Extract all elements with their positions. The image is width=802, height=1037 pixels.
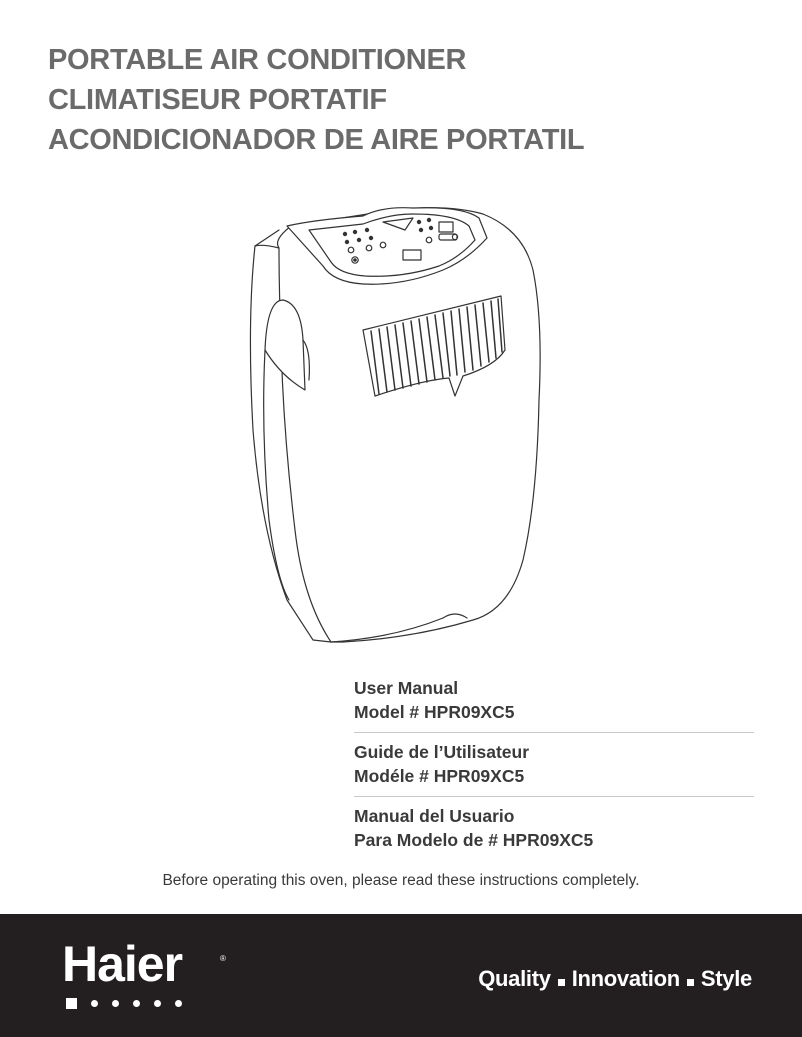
manual-model: Model # HPR09XC5 bbox=[354, 702, 515, 722]
tagline bbox=[478, 966, 752, 992]
registered-mark: ® bbox=[220, 954, 226, 963]
manual-model: Modéle # HPR09XC5 bbox=[354, 766, 525, 786]
manual-title: User Manual bbox=[354, 678, 459, 698]
title-block bbox=[48, 40, 584, 160]
tagline-style: Style bbox=[700, 966, 752, 991]
tagline-innovation: Innovation bbox=[571, 966, 680, 991]
manual-info bbox=[354, 674, 754, 860]
footer-band bbox=[0, 914, 802, 1037]
title-spanish: ACONDICIONADOR DE AIRE PORTATIL bbox=[48, 124, 585, 156]
brand-logo: Haier bbox=[62, 936, 183, 992]
air-conditioner-illustration bbox=[243, 200, 563, 660]
manual-french bbox=[354, 732, 754, 796]
manual-title: Guide de l’Utilisateur bbox=[354, 742, 530, 762]
logo-marks-icon bbox=[66, 998, 182, 1009]
title-english: PORTABLE AIR CONDITIONER bbox=[48, 44, 467, 76]
manual-title: Manual del Usuario bbox=[354, 806, 515, 826]
manual-model: Para Modelo de # HPR09XC5 bbox=[354, 830, 594, 850]
manual-spanish bbox=[354, 796, 754, 860]
manual-english bbox=[354, 674, 754, 732]
separator-square-icon bbox=[687, 979, 694, 986]
separator-square-icon bbox=[558, 979, 565, 986]
operating-notice: Before operating this oven, please read these instructions completely. bbox=[162, 872, 640, 889]
title-french: CLIMATISEUR PORTATIF bbox=[48, 84, 387, 116]
tagline-quality: Quality bbox=[478, 966, 551, 991]
